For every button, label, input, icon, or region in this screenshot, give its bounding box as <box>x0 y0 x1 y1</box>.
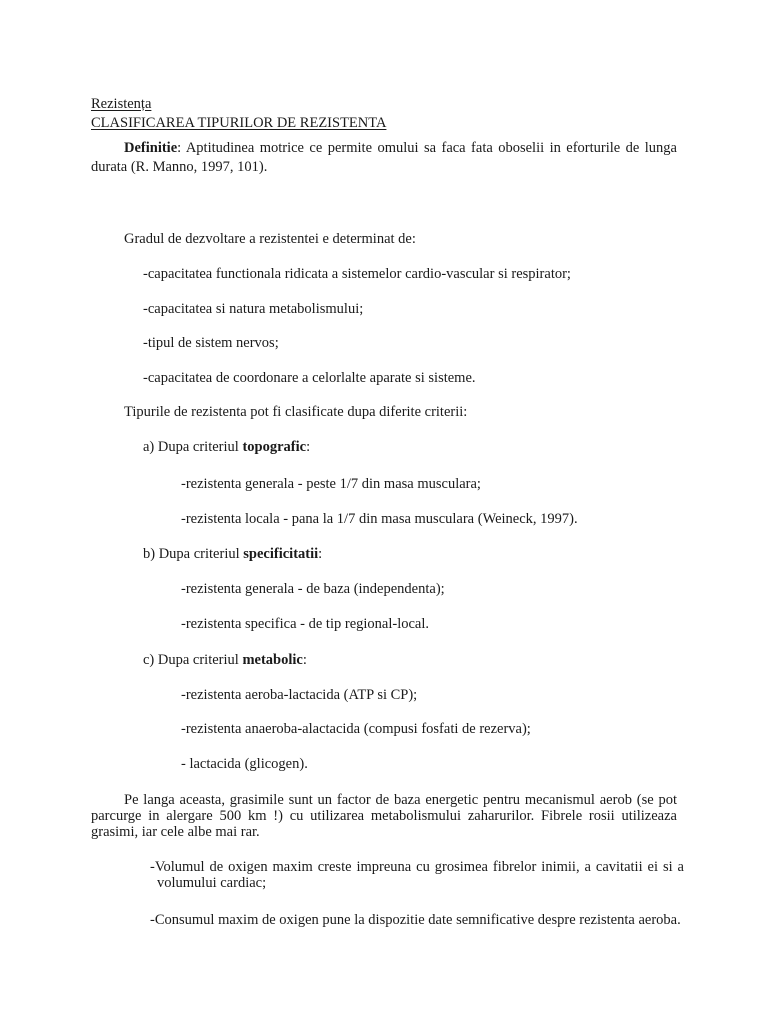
criterion-suffix: : <box>318 546 323 562</box>
factors-intro: Gradul de dezvoltare a rezistentei e determinat de: <box>124 231 416 247</box>
list-item: -rezistenta generala - peste 1/7 din masa musculara; <box>181 476 481 492</box>
criterion-prefix: b) Dupa criteriul <box>143 546 244 562</box>
list-item: -Volumul de oxigen maxim creste impreuna cu grosimea fibrelor inimii, a cavitatii ei si a volumului cardiac; <box>150 859 684 891</box>
criterion-keyword: metabolic <box>242 652 303 668</box>
definition-label: Definitie <box>124 140 178 156</box>
criterion-item: rezistenta generala - peste 1/7 din masa musculara; <box>185 476 481 492</box>
list-item: -rezistenta anaeroba-alactacida (compusi fosfati de rezerva); <box>181 721 531 737</box>
list-item: -rezistenta generala - de baza (independenta); <box>181 581 445 597</box>
criterion-heading-metabolic <box>143 652 307 669</box>
criterion-item: rezistenta locala - pana la 1/7 din masa musculara (Weineck, 1997). <box>185 511 578 527</box>
criterion-heading-specificitatii <box>143 546 322 563</box>
list-item: -Consumul maxim de oxigen pune la dispozitie date semnificative despre rezistenta aeroba. <box>150 912 681 928</box>
criterion-heading-topografic <box>143 439 310 456</box>
factor-item-3: tipul de sistem nervos; <box>147 335 279 351</box>
types-intro: Tipurile de rezistenta pot fi clasificate dupa diferite criterii: <box>124 404 468 420</box>
criterion-item: rezistenta anaeroba-alactacida (compusi fosfati de rezerva); <box>185 721 531 737</box>
document-subheading: CLASIFICAREA TIPURILOR DE REZISTENTA <box>91 115 387 131</box>
definition-paragraph <box>91 139 677 177</box>
criterion-suffix: : <box>306 439 311 455</box>
criterion-prefix: c) Dupa criteriul <box>143 652 243 668</box>
list-item: -rezistenta specifica - de tip regional-local. <box>181 616 430 632</box>
list-item: - lactacida (glicogen). <box>181 756 308 772</box>
final-point: Volumul de oxigen maxim creste impreuna cu grosimea fibrelor inimii, a cavitatii ei si a volumului cardiac; <box>154 859 684 891</box>
criterion-item: rezistenta aeroba-lactacida (ATP si CP); <box>185 687 418 703</box>
list-item: -capacitatea functionala ridicata a sistemelor cardio-vascular si respirator; <box>143 266 571 282</box>
list-item: -capacitatea si natura metabolismului; <box>143 301 364 317</box>
document-heading: Rezistența <box>91 96 152 112</box>
factor-item-4: capacitatea de coordonare a celorlalte aparate si sisteme. <box>147 370 476 386</box>
criterion-keyword: topografic <box>242 439 307 455</box>
closing-paragraph: Pe langa aceasta, grasimile sunt un factor de baza energetic pentru mecanismul aerob (se pot parcurge in alergare 500 km !) cu utilizarea metabolismului zaharurilor. Fibrele rosii utilizeaza grasimi, iar cele albe mai rar. <box>91 792 677 840</box>
criterion-keyword: specificitatii <box>243 546 319 562</box>
criterion-item: lactacida (glicogen). <box>189 756 308 772</box>
criterion-item: rezistenta generala - de baza (independenta); <box>185 581 445 597</box>
factor-item-2: capacitatea si natura metabolismului; <box>147 301 364 317</box>
criterion-item: rezistenta specifica - de tip regional-local. <box>185 616 430 632</box>
criterion-suffix: : <box>302 652 307 668</box>
list-item: -rezistenta locala - pana la 1/7 din masa musculara (Weineck, 1997). <box>181 511 578 527</box>
factor-item-1: capacitatea functionala ridicata a sistemelor cardio-vascular si respirator; <box>147 266 571 282</box>
final-point: Consumul maxim de oxigen pune la dispozitie date semnificative despre rezistenta aeroba. <box>154 912 681 928</box>
criterion-prefix: a) Dupa criteriul <box>143 439 243 455</box>
list-item: -rezistenta aeroba-lactacida (ATP si CP); <box>181 687 418 703</box>
list-item: -capacitatea de coordonare a celorlalte aparate si sisteme. <box>143 370 476 386</box>
definition-text: : Aptitudinea motrice ce permite omului sa faca fata oboselii in eforturile de lunga durata (R. Manno, 1997, 101). <box>91 140 677 175</box>
list-item: -tipul de sistem nervos; <box>143 335 279 351</box>
